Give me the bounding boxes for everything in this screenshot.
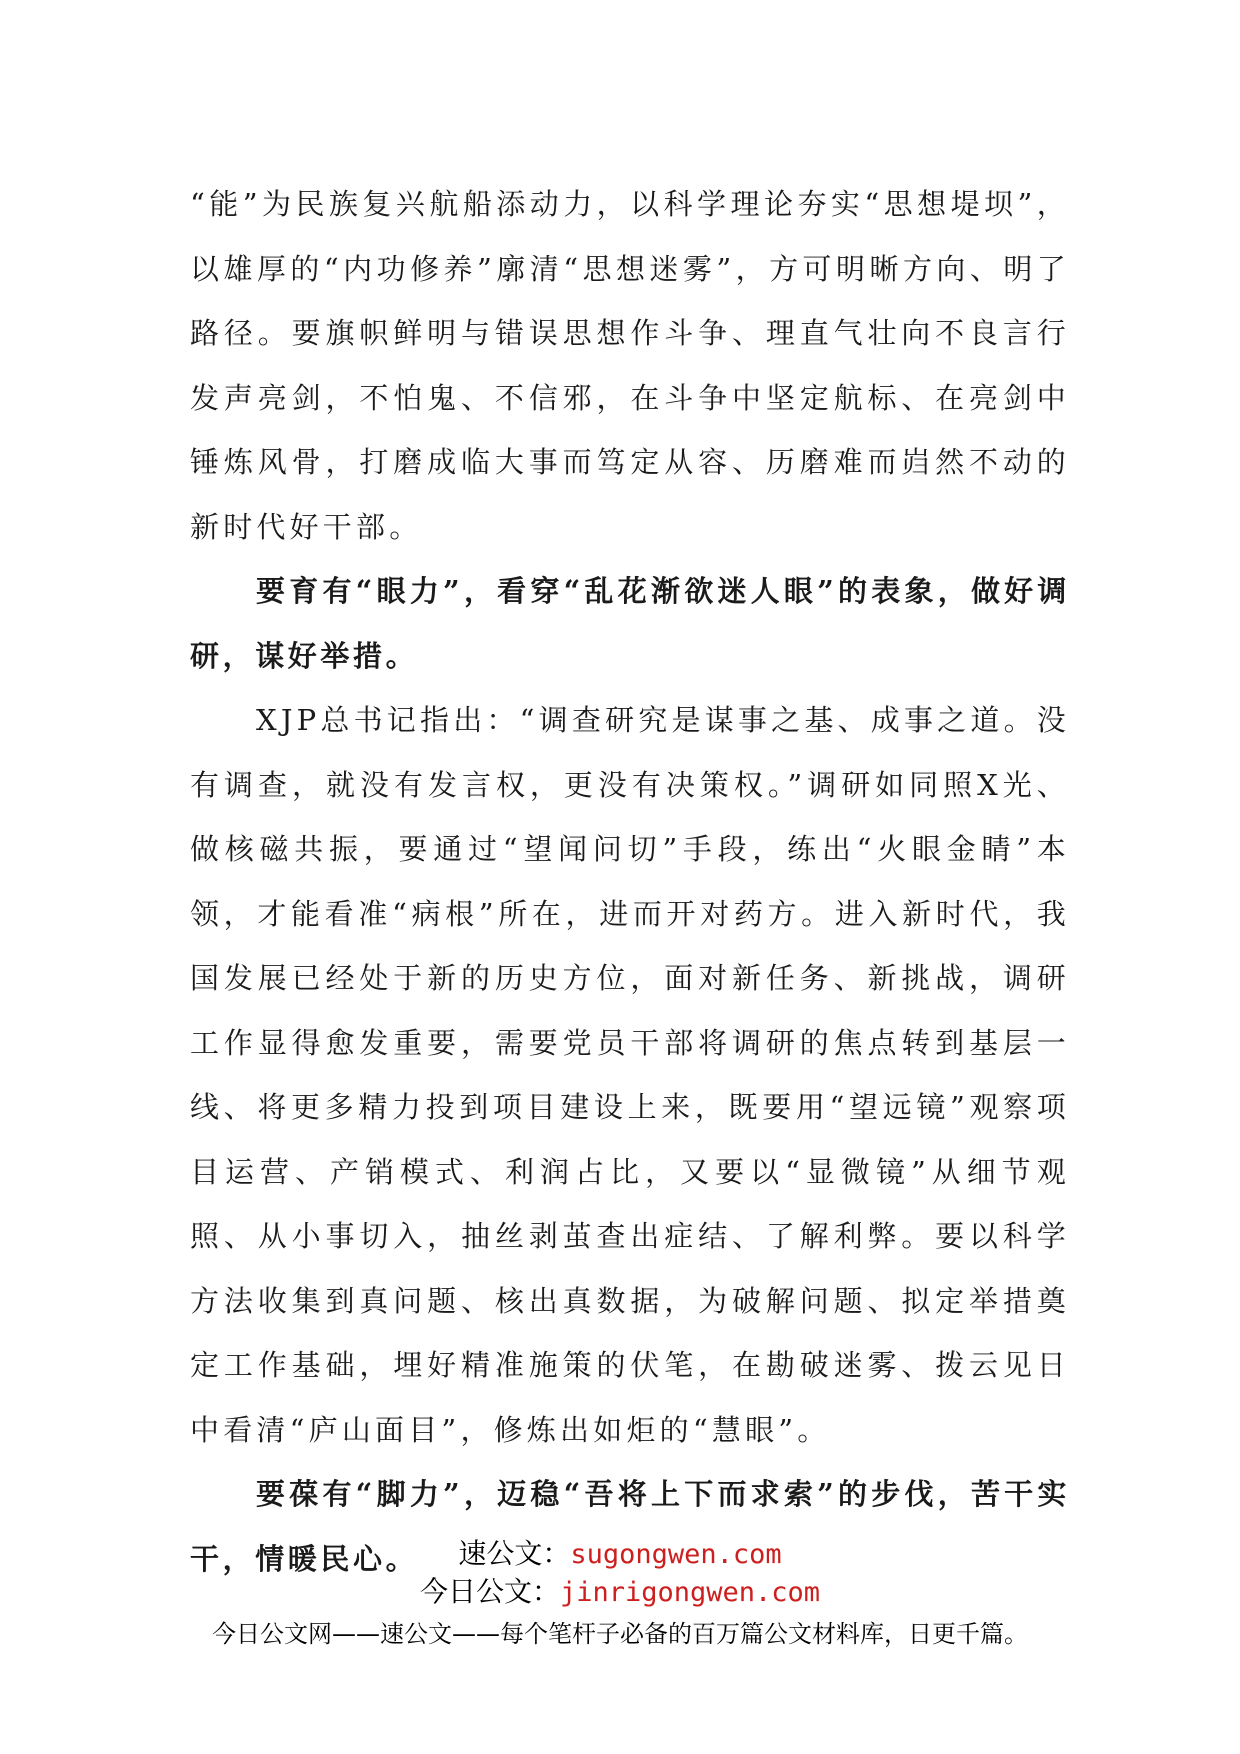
footer-label-jinrigongwen: 今日公文： [419, 1575, 560, 1608]
footer-slogan: 今日公文网——速公文——每个笔杆子必备的百万篇公文材料库，日更千篇。 [212, 1620, 1028, 1648]
footer-line-sugongwen [0, 1535, 1240, 1573]
footer-line-jinrigongwen [0, 1573, 1240, 1611]
footer-link-sugongwen[interactable]: sugongwen.com [570, 1539, 782, 1570]
section-heading-eyesight: 要育有“眼力”，看穿“乱花渐欲迷人眼”的表象，做好调研，谋好举措。 [190, 574, 1070, 673]
document-body [190, 172, 1070, 1591]
paragraph-research: XJP总书记指出：“调查研究是谋事之基、成事之道。没有调查，就没有发言权，更没有决策权。”调研如同照X光、做核磁共振，要通过“望闻问切”手段，练出“火眼金睛”本领，才能看准“病根”所在，进而开对药方。进入新时代，我国发展已经处于新的历史方位，面对新任务、新挑战，调研工作显得愈发重要，需要党员干部将调研的焦点转到基层一线、将更多精力投到项目建设上来，既要用“望远镜”观察项目运营、产销模式、利润占比，又要以“显微镜”从细节观照、从小事切入，抽丝剥茧查出症结、了解利弊。要以科学方法收集到真问题、核出真数据，为破解问题、拟定举措奠定工作基础，埋好精准施策的伏笔，在勘破迷雾、拨云见日中看清“庐山面目”，修炼出如炬的“慧眼”。 [190, 703, 1070, 1447]
section-heading-footwork: 要葆有“脚力”，迈稳“吾将上下而求索”的步伐，苦干实干，情暖民心。 [190, 1477, 1070, 1576]
footer-link-jinrigongwen[interactable]: jinrigongwen.com [559, 1577, 821, 1608]
footer-watermark [0, 1535, 1240, 1653]
footer-label-sugongwen: 速公文： [458, 1537, 571, 1570]
paragraph-continued: “能”为民族复兴航船添动力，以科学理论夯实“思想堤坝”，以雄厚的“内功修养”廓清“思想迷雾”，方可明晰方向、明了路径。要旗帜鲜明与错误思想作斗争、理直气壮向不良言行发声亮剑，不怕鬼、不信邪，在斗争中坚定航标、在亮剑中锤炼风骨，打磨成临大事而笃定从容、历磨难而岿然不动的新时代好干部。 [190, 187, 1070, 544]
